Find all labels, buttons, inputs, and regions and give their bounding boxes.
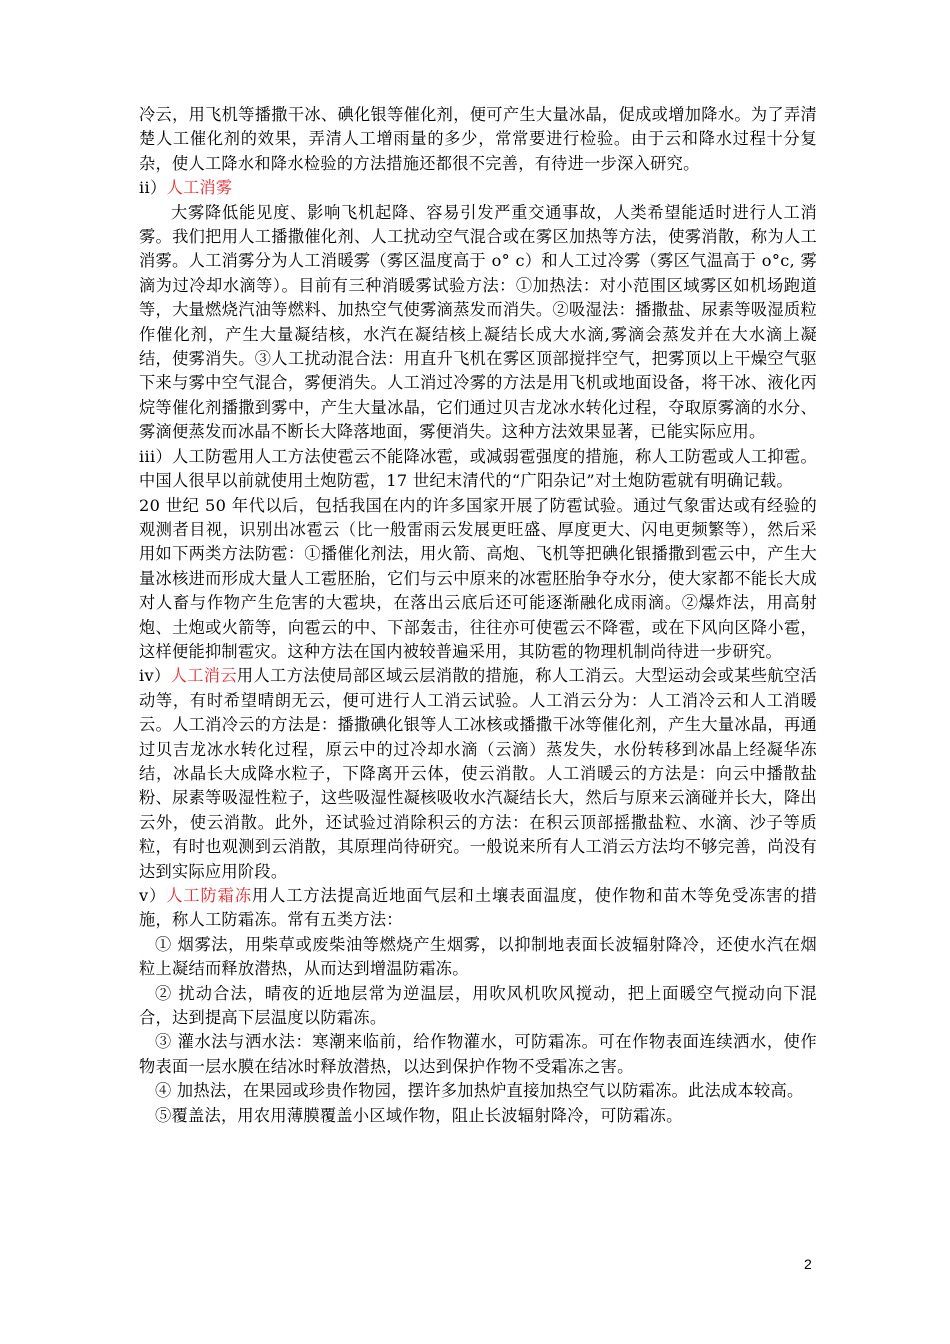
- paragraph-fog-dispersal: 大雾降低能见度、影响飞机起降、容易引发严重交通事故，人类希望能适时进行人工消雾。我们把用人工播撒催化剂、人工扰动空气混合或在雾区加热等方法，使雾消散，称为人工消雾。人工消雾分为人工消暖雾（雾区温度高于 o° c）和人工过冷雾（雾区气温高于 o°c, 雾滴为过冷却水滴等）。目前有三种消暖雾试验方法：①加热法：对小范围区域雾区如机场跑道等，大量燃烧汽油等燃料、加热空气使雾滴蒸发而消失。②吸湿法：播撒盐、尿素等吸湿质粒作催化剂，产生大量凝结核，水汽在凝结核上凝结长成大水滴,雾滴会蒸发并在大水滴上凝结，使雾消失。③人工扰动混合法：用直升飞机在雾区顶部搅拌空气，把雾顶以上干燥空气驱下来与雾中空气混合，雾便消失。人工消过冷雾的方法是用飞机或地面设备，将干冰、液化丙烷等催化剂播撒到雾中，产生大量冰晶，它们通过贝吉龙冰水转化过程，夺取原雾滴的水分、雾滴便蒸发而冰晶不断长大降落地面，雾便消失。这种方法效果显著，已能实际应用。: [139, 202, 817, 442]
- document-page: [139, 103, 817, 1128]
- heading-prefix: v）: [139, 886, 167, 905]
- heading-title: 人工消云: [170, 666, 237, 686]
- paragraph-body: 用人工方法使局部区域云层消散的措施，称人工消云。大型运动会或某些航空活动等，有时希望晴朗无云，便可进行人工消云试验。人工消云分为：人工消冷云和人工消暖云。人工消冷云的方法是：播撒碘化银等人工冰核或播撒干冰等催化剂，产生大量冰晶，再通过贝吉龙冰水转化过程，原云中的过冷却水滴（云滴）蒸发失，水份转移到冰晶上经凝华冻结，冰晶长大成降水粒子，下降离开云体，使云消散。人工消暖云的方法是：向云中播散盐粉、尿素等吸湿性粒子，这些吸湿性凝核吸收水汽凝结长大，然后与原来云滴碰并长大，降出云外，使云消散。此外，还试验过消除积云的方法：在积云顶部摇撒盐粒、水滴、沙子等质粒，有时也观测到云消散，其原理尚待研究。一般说来所有人工消云方法均不够完善，尚没有达到实际应用阶段。: [139, 666, 817, 881]
- paragraph-hail-suppression-methods: 20 世纪 50 年代以后，包括我国在内的许多国家开展了防雹试验。通过气象雷达或有经验的观测者目视，识别出冰雹云（比一般雷雨云发展更旺盛、厚度更大、闪电更频繁等），然后采用如下两类方法防雹：①播催化剂法，用火箭、高炮、飞机等把碘化银播撒到雹云中，产生大量冰核进而形成大量人工雹胚胎，它们与云中原来的冰雹胚胎争夺水分，使大家都不能长大成对人畜与作物产生危害的大雹块，在落出云底后还可能逐渐融化成雨滴。②爆炸法，用高射炮、土炮或火箭等，向雹云的中、下部轰击，往往亦可使雹云不降雹，或在下风向区降小雹，这样便能抑制雹灾。这种方法在国内被较普遍采用，其防雹的物理机制尚待进一步研究。: [139, 495, 817, 661]
- list-item-heating-method: ④ 加热法，在果园或珍贵作物园，摆许多加热炉直接加热空气以防霜冻。此法成本较高。: [155, 1081, 804, 1101]
- paragraph-hail-suppression-intro: iii）人工防雹用人工方法使雹云不能降冰雹，或减弱雹强度的措施，称人工防雹或人工抑雹。中国人很早以前就使用土炮防雹，17 世纪末清代的“广阳杂记”对土炮防雹就有明确记载。: [139, 446, 817, 491]
- paragraph-body: 用人工方法提高近地面气层和土壤表面温度，使作物和苗木等免受冻害的措施，称人工防霜冻。常有五类方法：: [139, 886, 818, 930]
- heading-prefix: ii）: [139, 178, 167, 198]
- heading-title: 人工消雾: [166, 178, 233, 198]
- paragraph-frost-protection: [139, 884, 817, 933]
- heading-prefix: iv）: [139, 666, 171, 686]
- page-number: 2: [804, 1256, 812, 1272]
- heading-fog-dispersal: [139, 176, 817, 200]
- list-item-smoke-method: ① 烟雾法，用柴草或废柴油等燃烧产生烟雾，以抑制地表面长波辐射降冷，还使水汽在烟粒上凝结而释放潜热，从而达到增温防霜冻。: [139, 934, 817, 979]
- list-item-mixing-method: ② 扰动合法，晴夜的近地层常为逆温层，用吹风机吹风搅动，把上面暖空气搅动向下混合，达到提高下层温度以防霜冻。: [139, 983, 817, 1028]
- heading-title: 人工防霜冻: [166, 886, 252, 905]
- list-item-irrigation-method: ③ 灌水法与洒水法：寒潮来临前，给作物灌水，可防霜冻。可在作物表面连续洒水，使作物表面一层水膜在结冰时释放潜热，以达到保护作物不受霜冻之害。: [139, 1032, 817, 1076]
- paragraph-cloud-dispersal: [139, 664, 817, 884]
- paragraph-artificial-rain-end: 冷云，用飞机等播撒干冰、碘化银等催化剂，便可产生大量冰晶，促成或增加降水。为了弄清楚人工催化剂的效果，弄清人工增雨量的多少，常常要进行检验。由于云和降水过程十分复杂，使人工降水和降水检验的方法措施还都很不完善，有待进一步深入研究。: [139, 105, 817, 173]
- list-item-covering-method: ⑤覆盖法，用农用薄膜覆盖小区域作物，阻止长波辐射降冷，可防霜冻。: [155, 1105, 683, 1125]
